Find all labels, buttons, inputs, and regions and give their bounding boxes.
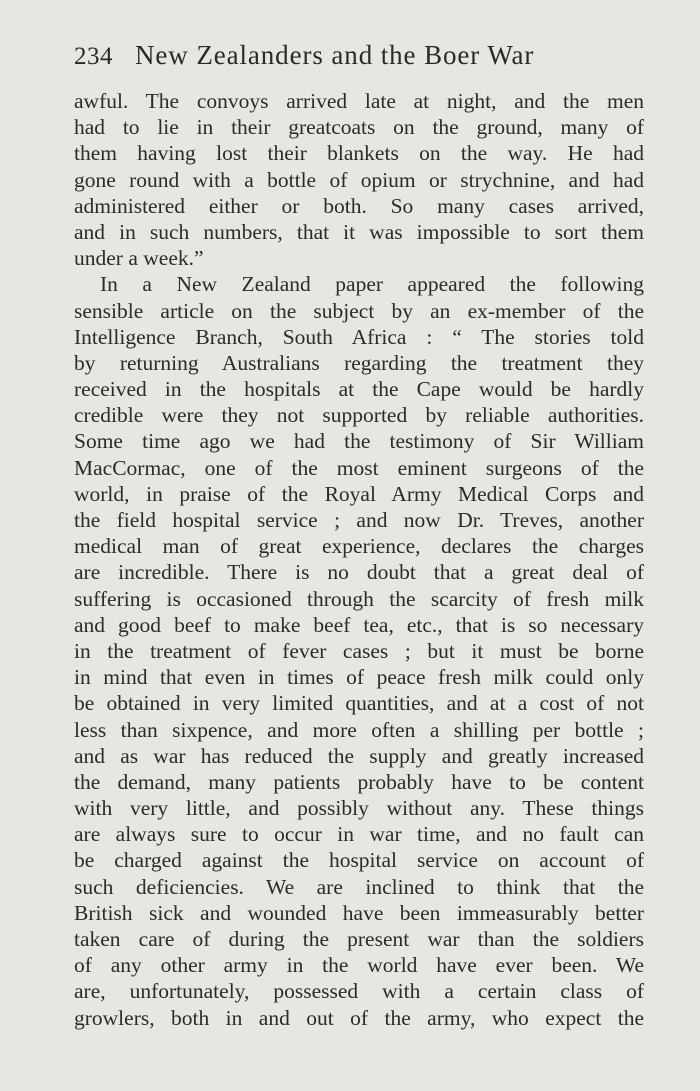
text-line: in the treatment of fever cases ; but it must be borne [74,638,644,663]
text-line: the demand, many patients probably have to be content [74,769,644,794]
page-number: 234 [74,43,113,70]
text-line: less than sixpence, and more often a shilling per bottle ; [74,717,644,742]
text-line: had to lie in their greatcoats on the ground, many of [74,115,644,140]
text-line: Some time ago we had the testimony of Sir William [74,429,644,454]
text-line: suffering is occasioned through the scarcity of fresh milk [74,586,644,611]
text-line: in mind that even in times of peace fresh milk could only [74,665,644,690]
text-line: and in such numbers, that it was impossible to sort them [74,219,644,244]
text-line: gone round with a bottle of opium or strychnine, and had [74,167,644,192]
running-title: New Zealanders and the Boer War [135,40,535,70]
text-line: them having lost their blankets on the way. He had [74,141,644,166]
text-line: In a New Zealand paper appeared the following [100,272,644,297]
text-line: medical man of great experience, declares the charges [74,534,644,559]
text-line: such deficiencies. We are inclined to think that the [74,874,644,899]
text-line: world, in praise of the Royal Army Medical Corps and [74,481,644,506]
text-line: sensible article on the subject by an ex-member of the [74,298,644,323]
text-line: administered either or both. So many cases arrived, [74,193,644,218]
text-line: and as war has reduced the supply and greatly increased [74,743,644,768]
text-line: awful. The convoys arrived late at night, and the men [74,89,644,113]
text-line: British sick and wounded have been immeasurably better [74,900,644,925]
text-line: credible were they not supported by reliable authorities. [74,403,644,428]
text-line: be charged against the hospital service on account of [74,848,644,873]
text-line: MacCormac, one of the most eminent surgeons of the [74,455,644,480]
text-line: under a week.” [74,246,204,271]
text-line: and good beef to make beef tea, etc., that is so necessary [74,612,644,637]
page-header [74,40,614,74]
text-line: are, unfortunately, possessed with a certain class of [74,979,644,1004]
text-line: Intelligence Branch, South Africa : “ The stories told [74,324,644,349]
text-line: the field hospital service ; and now Dr. Treves, another [74,508,644,532]
text-line: of any other army in the world have ever been. We [74,953,644,978]
text-line: be obtained in very limited quantities, and at a cost of not [74,691,644,716]
text-line: are always sure to occur in war time, and no fault can [74,822,644,847]
paragraph-article [74,271,644,1030]
text-line: are incredible. There is no doubt that a great deal of [74,560,644,585]
text-line: taken care of during the present war than the soldiers [74,927,644,951]
text-line: with very little, and possibly without any. These things [74,796,644,821]
text-line: by returning Australians regarding the treatment they [74,350,644,375]
body-text [74,88,644,1031]
text-line: growlers, both in and out of the army, who expect the [74,1005,644,1030]
paragraph-continuation [74,88,644,271]
text-line: received in the hospitals at the Cape would be hardly [74,377,644,402]
